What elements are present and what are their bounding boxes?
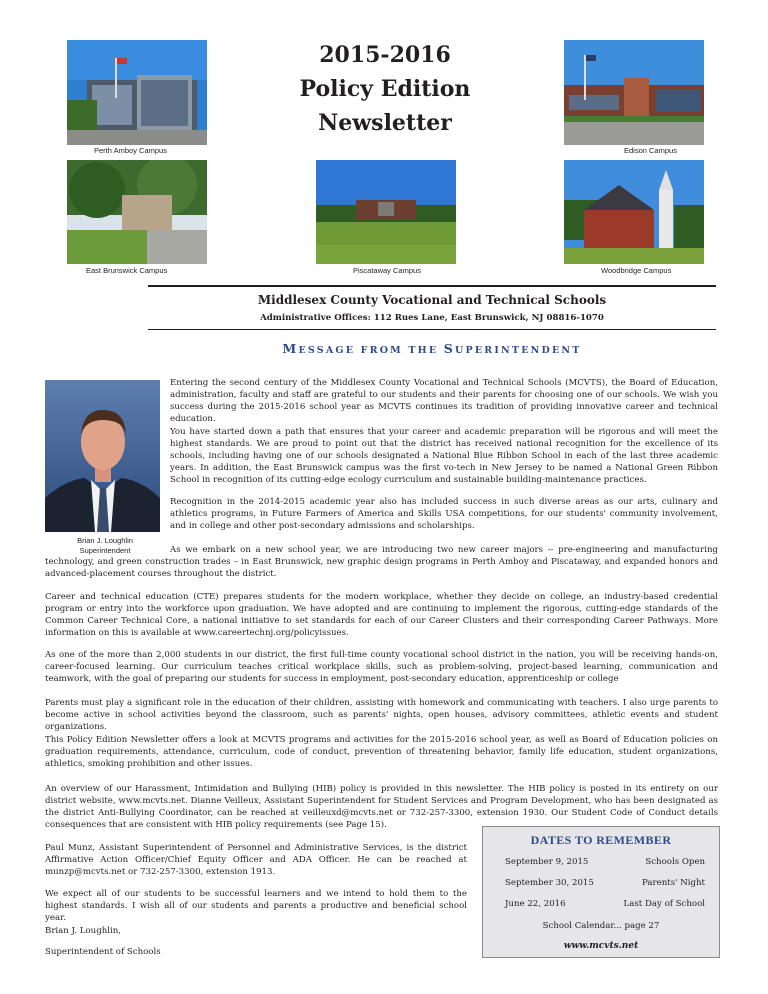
campus-caption: East Brunswick Campus	[86, 266, 168, 275]
message-paragraph: Parents must play a significant role in the education of their children, assisting with homework and communicating with teachers. I also urge parents to become active in school activities beyond the classroom, such as parents' nights, open houses, advisory committees, athletic events and student organizations.	[45, 698, 718, 733]
signature-name: Brian J. Loughlin,	[45, 926, 122, 936]
dates-title: DATES TO REMEMBER	[530, 833, 672, 847]
bottom-rule	[148, 329, 716, 330]
newsletter-title-line3: Newsletter	[318, 110, 452, 136]
portrait-title: Superintendent	[79, 546, 131, 555]
date-value: September 9, 2015	[505, 857, 589, 867]
campus-caption: Woodbridge Campus	[601, 266, 672, 275]
message-paragraph: As one of the more than 2,000 students in our district, the first full-time county vocational school district in the nation, you will be receiving hands-on, career-focused learning. Our curriculum teaches critical workplace skills, such as problem-solving, project-based learning, communication and teamwork, with the goal of preparing our students for success in employment, post-secondary education, apprenticeship or college	[45, 650, 718, 685]
campus-caption: Piscataway Campus	[353, 266, 421, 275]
message-paragraph: An overview of our Harassment, Intimidation and Bullying (HIB) policy is provided in this newsletter. The HIB policy is posted in its entirety on our district website, www.mcvts.net. Dianne Veilleux, Assistant Superintendent for Student Services and Program Development, who has been designated as the district Anti-Bullying Coordinator, can be reached at veilleuxd@mcvts.net or 732-257-3300, extension 1930. Our Student Code of Conduct details consequences that are consistent with HIB policy requirements (see Page 15).	[45, 784, 718, 831]
date-value: September 30, 2015	[505, 878, 594, 888]
message-paragraph: We expect all of our students to be successful learners and we intend to hold them to the highest standards. I wish all of our students and parents a productive and beneficial school year.	[45, 889, 467, 924]
message-paragraph: This Policy Edition Newsletter offers a look at MCVTS programs and activities for the 2015-2016 school year, as well as Board of Education policies on graduation requirements, attendance, curriculum, code of conduct, prevention of threatening behavior, family life education, student organizations, athletics, smoking prohibition and other issues.	[45, 735, 718, 770]
portrait-name: Brian J. Loughlin	[77, 536, 133, 545]
woodbridge-campus-photo	[564, 160, 704, 264]
message-heading: MESSAGE FROM THE SUPERINTENDENT	[282, 341, 582, 356]
campus-caption: Edison Campus	[624, 146, 677, 155]
newsletter-title-line1: 2015-2016	[319, 42, 451, 68]
superintendent-portrait	[45, 380, 160, 532]
top-rule	[148, 285, 716, 287]
dates-to-remember-box	[482, 826, 720, 958]
newsletter-title-line2: Policy Edition	[299, 76, 471, 102]
message-paragraph: You have started down a path that ensures that your career and academic preparation will be rigorous and will meet the highest standards. We are proud to point out that the district has received national recognition for the excellence of its schools, including having one of our schools designated a National Blue Ribbon School in each of the last three academic years. In addition, the East Brunswick campus was the first vo-tech in New Jersey to be named a National Green Ribbon School in recognition of its cutting-edge ecology curriculum and sustainable building-maintenance practices.	[170, 427, 718, 486]
date-event: Parents' Night	[642, 878, 705, 888]
org-address: Administrative Offices: 112 Rues Lane, East Brunswick, NJ 08816-1070	[260, 313, 604, 323]
piscataway-campus-photo	[316, 160, 456, 264]
date-event: Schools Open	[645, 857, 705, 867]
date-event: Last Day of School	[623, 899, 705, 909]
campus-caption: Perth Amboy Campus	[94, 146, 167, 155]
perth-amboy-campus-photo	[67, 40, 207, 145]
message-paragraph: Paul Munz, Assistant Superintendent of Personnel and Administrative Services, is the district Affirmative Action Officer/Chief Equity Officer and ADA Officer. He can be reached at munzp@mcvts.net or 732-257-3300, extension 1913.	[45, 843, 467, 878]
message-paragraph: Career and technical education (CTE) prepares students for the modern workplace, whether they decide on college, an industry-based credential program or entry into the workforce upon graduation. We have adopted and are continuing to implement the rigorous, cutting-edge standards of the Common Career Technical Core, a national initiative to set standards for each of our Career Clusters and their corresponding Career Pathways. More information on this is available at www.careertechnj.org/policyissues.	[45, 592, 718, 639]
message-paragraph: Recognition in the 2014-2015 academic year also has included success in such diverse areas as our arts, culinary and athletics programs, in Future Farmers of America and Skills USA competitions, for our students' community involvement, and in college and other post-secondary admissions and scholarships.	[170, 497, 718, 532]
edison-campus-photo	[564, 40, 704, 145]
website-link[interactable]: www.mcvts.net	[563, 941, 639, 951]
message-paragraph: Entering the second century of the Middlesex County Vocational and Technical Schools (MCVTS), the Board of Education, administration, faculty and staff are grateful to our students and their parents for choosing one of our schools. We wish you success during the 2015-2016 school year as MCVTS continues its tradition of providing innovative career and technical education.	[170, 378, 718, 425]
east-brunswick-campus-photo	[67, 160, 207, 264]
date-value: June 22, 2016	[505, 899, 566, 909]
calendar-note: School Calendar... page 27	[542, 921, 660, 931]
signature-title: Superintendent of Schools	[45, 947, 161, 957]
message-paragraph: As we embark on a new school year, we are introducing two new career majors -- pre-engineering and manufacturing technology, and green construction trades – in East Brunswick, new graphic design programs in Perth Amboy and Piscataway, and expanded honors and advanced-placement courses throughout the district.	[45, 545, 718, 580]
org-name: Middlesex County Vocational and Technical Schools	[257, 293, 607, 307]
